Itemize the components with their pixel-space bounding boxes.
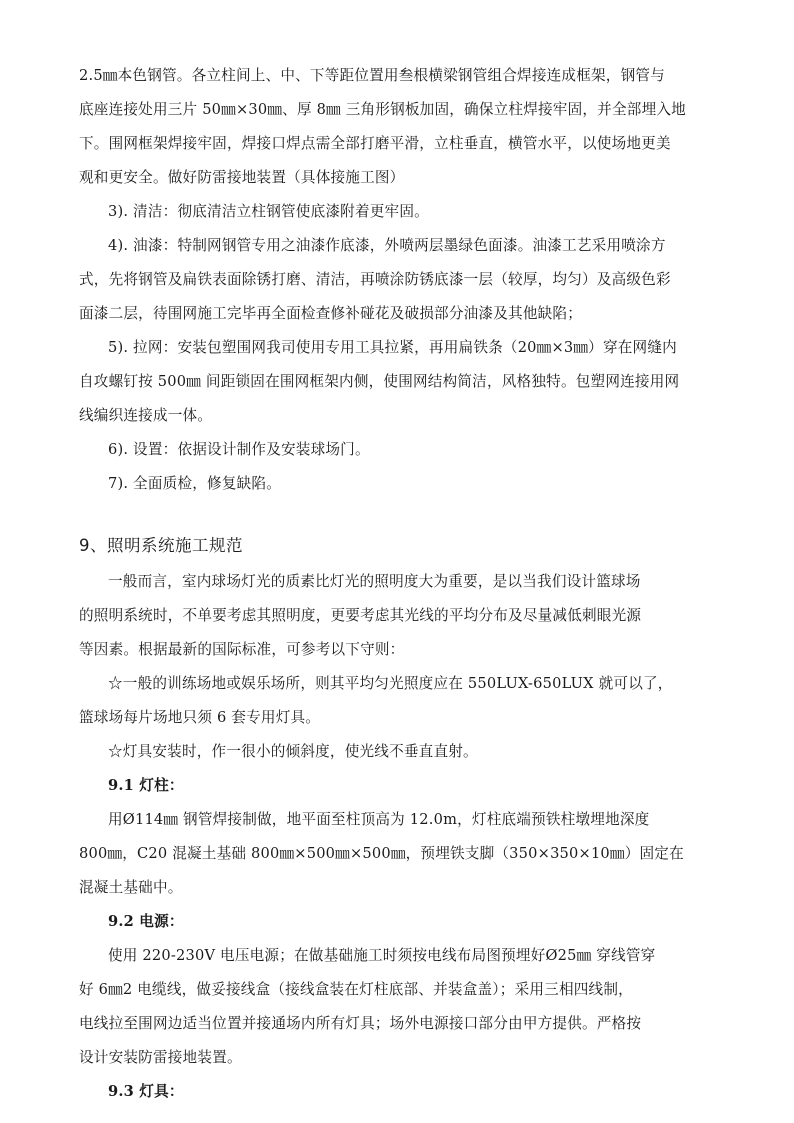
- paragraph-line: 线编织连接成一体。: [79, 407, 213, 424]
- section-heading: 9、照明系统施工规范: [79, 536, 243, 555]
- paragraph-line: 篮球场每片场地只须 6 套专用灯具。: [79, 709, 321, 726]
- paragraph-line: 底座连接处用三片 50㎜×30㎜、厚 8㎜ 三角形钢板加固，确保立柱焊接牢固，并全部埋入地: [79, 101, 686, 118]
- subheading-lamp-post: 9.1 灯柱：: [108, 777, 184, 794]
- paragraph-line: 用Ø114㎜ 钢管焊接制做，地平面至柱顶高为 12.0m，灯柱底端预铁柱墩埋地深度: [108, 811, 650, 828]
- guideline-item: ☆灯具安装时，作一很小的倾斜度，使光线不垂直直射。: [108, 743, 478, 760]
- subheading-lamps: 9.3 灯具：: [108, 1083, 184, 1100]
- paragraph-line: 的照明系统时，不单要考虑其照明度，更要考虑其光线的平均分布及尽量减低刺眼光源: [79, 607, 642, 624]
- paragraph-line: 一般而言，室内球场灯光的质素比灯光的照明度大为重要，是以当我们设计篮球场: [108, 573, 641, 590]
- paragraph-line: 混凝土基础中。: [79, 879, 183, 896]
- paragraph-line: 下。围网框架焊接牢固，焊接口焊点需全部打磨平滑，立柱垂直，横管水平，以使场地更美: [79, 135, 671, 152]
- paragraph-line: 设计安装防雷接地装置。: [79, 1049, 242, 1066]
- list-item-7: 7). 全面质检，修复缺陷。: [108, 475, 281, 492]
- list-item-4: 4). 油漆：特制网钢管专用之油漆作底漆，外喷两层墨绿色面漆。油漆工艺采用喷涂方: [108, 237, 666, 254]
- list-item-6: 6). 设置：依据设计制作及安装球场门。: [108, 441, 370, 458]
- paragraph-line: 800㎜，C20 混凝土基础 800㎜×500㎜×500㎜，预埋铁支脚（350×350×10㎜）固定在: [79, 845, 684, 862]
- subheading-power: 9.2 电源：: [108, 913, 184, 930]
- list-item-5: 5). 拉网：安装包塑围网我司使用专用工具拉紧，再用扁铁条（20㎜×3㎜）穿在网缝内: [108, 339, 677, 356]
- paragraph-line: 使用 220-230V 电压电源；在做基础施工时须按电线布局图预埋好Ø25㎜ 穿线管穿: [108, 947, 656, 964]
- paragraph-line: 自攻螺钉按 500㎜ 间距锁固在围网框架内侧，使围网结构简洁，风格独特。包塑网连接用网: [79, 373, 680, 390]
- paragraph-line: 观和更安全。做好防雷接地装置（具体接施工图）: [79, 169, 405, 186]
- guideline-item: ☆一般的训练场地或娱乐场所，则其平均匀光照度应在 550LUX-650LUX 就可以了，: [108, 675, 673, 692]
- paragraph-line: 电线拉至围网边适当位置并接通场内所有灯具；场外电源接口部分由甲方提供。严格按: [79, 1015, 642, 1032]
- paragraph-line: 式，先将钢管及扁铁表面除锈打磨、清洁，再喷涂防锈底漆一层（较厚，均匀）及高级色彩: [79, 271, 671, 288]
- paragraph-line: 好 6㎜2 电缆线，做妥接线盒（接线盒装在灯柱底部、并装盒盖）；采用三相四线制，: [79, 981, 633, 998]
- list-item-3: 3). 清洁：彻底清洁立柱钢管使底漆附着更牢固。: [108, 203, 429, 220]
- paragraph-line: 2.5㎜本色钢管。各立柱间上、中、下等距位置用叁根横梁钢管组合焊接连成框架，钢管与: [79, 67, 665, 84]
- paragraph-line: 面漆二层，待围网施工完毕再全面检查修补碰花及破损部分油漆及其他缺陷；: [79, 305, 582, 322]
- paragraph-line: 等因素。根据最新的国际标准，可参考以下守则：: [79, 641, 405, 658]
